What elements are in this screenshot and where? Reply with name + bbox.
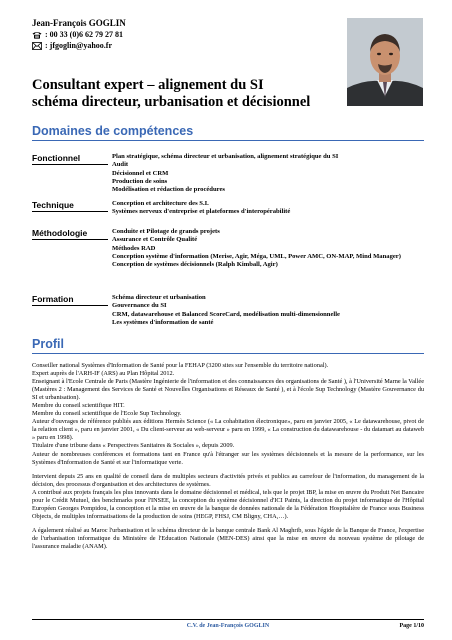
phone-number: : 00 33 (0)6 62 79 27 81 — [45, 30, 123, 39]
skill-label: Technique — [32, 200, 108, 212]
phone-line — [32, 30, 123, 39]
skill-label: Formation — [32, 294, 108, 306]
title-line-2: schéma directeur, urbanisation et décisionnel — [32, 94, 311, 110]
skill-item: Conception de systèmes décisionnels (Ralph Kimball, Agir) — [112, 261, 278, 269]
profile-paragraph: Membre du conseil scientifique de l'Ecole Sup Technology. — [32, 410, 182, 418]
skill-item: Plan stratégique, schéma directeur et urbanisation, alignement stratégique du SI — [112, 153, 339, 160]
portrait-image — [347, 18, 423, 106]
title-line-1: Consultant expert – alignement du SI — [32, 77, 264, 93]
skill-items — [112, 228, 424, 269]
profile-text — [32, 362, 424, 551]
skill-label: Méthodologie — [32, 228, 108, 240]
skill-label: Fonctionnel — [32, 153, 108, 165]
profile-paragraph: A également réalisé au Maroc l'urbanisation et le schéma directeur de la banque centrale Bank Al Maghrib, sous l'égide de la Banque de France, l'expertise de l'urbanisation informatique du Ministère de l'Education Nationale (MEN-DES) ainsi que la mise en œuvre du nouveau système de pilotage de l'assurance maladie (ANAM). — [32, 526, 424, 550]
skills-heading: Domaines de compétences — [32, 124, 424, 141]
skill-item: CRM, datawarehouse et Balanced ScoreCard, modélisation multi-dimensionnelle — [112, 310, 340, 318]
skill-item: Les systèmes d'information de santé — [112, 318, 214, 326]
candidate-name: Jean-François GOGLIN — [32, 18, 126, 28]
profile-paragraph: Titulaire d'une tribune dans « Perspectives Sanitaires & Sociales », depuis 2009. — [32, 442, 235, 450]
profile-paragraph: Expert auprès de l'ARH-IF (ARS) au Plan Hôpital 2012. — [32, 370, 175, 378]
skill-item: Gouvernance du SI — [112, 302, 167, 310]
page-footer — [32, 619, 424, 629]
profile-paragraph: Intervient depuis 25 ans en qualité de conseil dans de multiples secteurs d'activités privés et publics au carrefour de l'information, du management de la décision, des processus d'organisation et des architectures de systèmes. — [32, 472, 424, 488]
profile-paragraph: Enseignant à l'Ecole Centrale de Paris (Mastère Ingénierie de l'information et des connaissances des organisations de Santé ), à l'Université Marne la Vallée (Mastères 2 : Management des Services de Santé et Nouvelles Organisations et Réseaux de Santé ), et à l'école Sup Technology (Mastère Gouvernance du SI et urbanisation). — [32, 378, 424, 402]
footer-cv-label: C.V. de Jean-François GOGLIN — [186, 623, 270, 629]
envelope-icon — [32, 42, 42, 50]
skill-item: Décisionnel et CRM — [112, 169, 169, 177]
profile-photo — [347, 18, 423, 106]
profile-paragraph: Membre du conseil scientifique HIT. — [32, 402, 125, 410]
skill-item: Conception système d'information (Merise, Agir, Méga, UML, Power AMC, ON-MAP, Mind Manager) — [112, 252, 401, 260]
email-line — [32, 41, 112, 50]
document-title — [32, 77, 332, 111]
profile-paragraph: A contribué aux projets français les plus innovants dans le domaine décisionnel et médical, tels que le projet IBP, la mise en œuvre du Produit Net Bancaire pour le Crédit Mutuel, des benchmarks pour l'INSEE, la conception du système décisionnel d'ICI Paints, la direction du projet informatique de l'Hôpital Européen Georges Pompidou, la conception et la mise en œuvre de la banque de données nationale de la Fédération Hospitalière de France sous Business Objects, de multiples informatisations de la production de soins (HEGP, FHSJ, CM Bligny, CHA,…). — [32, 488, 424, 520]
skill-item: Schéma directeur et urbanisation — [112, 294, 206, 301]
skill-item: Conception et architecture des S.I. — [112, 200, 209, 207]
profile-paragraph: Auteur d'ouvrages de référence publiés aux éditions Hermès Science (« La cohabitation électronique», paru en janvier 2005, « Le datawarehouse, pivot de la relation client », paru en janvier 2001, « Du client-serveur au web-serveur » paru en 1999, « La construction du datawarehouse - du datamart au dataweb » paru en 1998). — [32, 418, 424, 442]
skill-items — [112, 200, 424, 217]
profile-paragraph: Conseiller national Systèmes d'Information de Santé pour la FEHAP (3200 sites sur l'ensemble du territoire national). — [32, 362, 329, 369]
skill-item: Modélisation et rédaction de procédures — [112, 186, 225, 194]
skill-item: Systèmes nerveux d'entreprise et plateformes d'interopérabilité — [112, 208, 291, 216]
footer-page-number: Page 1/10 — [399, 623, 424, 629]
telephone-icon — [32, 31, 42, 39]
profile-heading: Profil — [32, 337, 424, 354]
skill-item: Méthodes RAD — [112, 244, 156, 252]
skill-items — [112, 294, 424, 327]
skill-item: Assurance et Contrôle Qualité — [112, 236, 198, 244]
profile-paragraph: Auteur de nombreuses conférences et formations tant en France qu'à l'étranger sur les systèmes décisionnels et la mesure de la performance, sur les Systèmes d'Information de Santé et sur l'informatique verte. — [32, 450, 424, 466]
skill-item: Production de soins — [112, 177, 168, 185]
skill-item: Audit — [112, 161, 129, 169]
email-address: : jfgoglin@yahoo.fr — [45, 41, 112, 50]
skill-item: Conduite et Pilotage de grands projets — [112, 228, 220, 235]
skill-items — [112, 153, 424, 194]
